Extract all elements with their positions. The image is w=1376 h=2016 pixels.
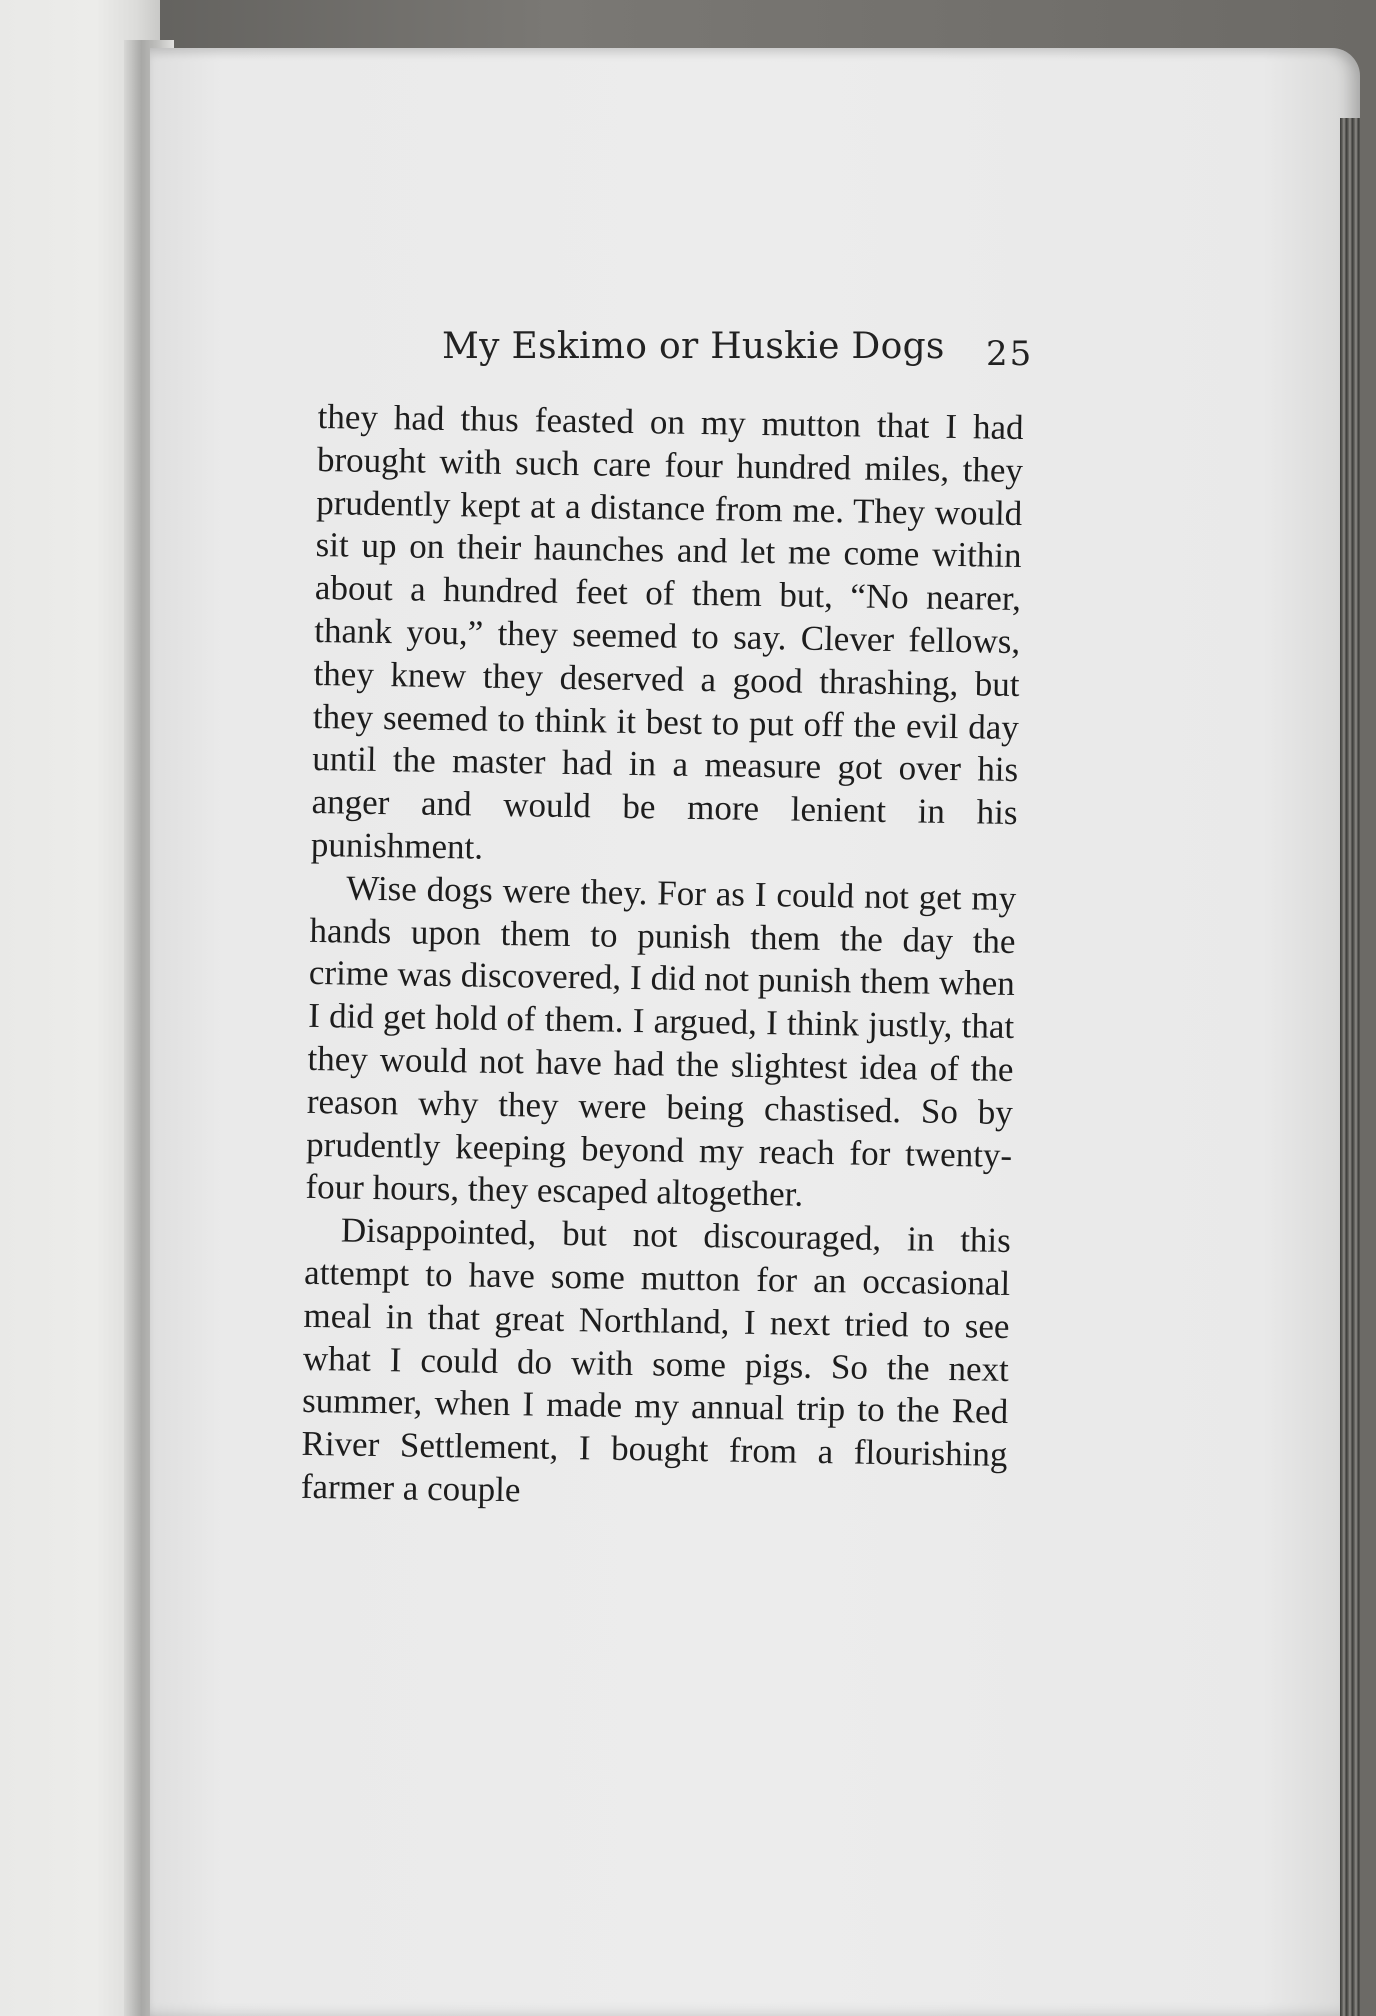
page-number: 25	[986, 334, 1034, 374]
paragraph-3: Disappointed, but not discouraged, in this attempt to have some mutton for an occasional meal in that great Northland, I next tried to see what I could do with some pigs. So the next summer, when I made my annual trip to the Red River Settlement, I bought from a flourishing farmer a couple	[300, 1210, 1012, 1510]
paragraph-2: Wise dogs were they. For as I could not get my hands upon them to punish them the day the crime was discovered, I did not punish them when I did get hold of them. I argued, I think justly, that they would not have had the slightest idea of the reason why they were being chastised. So by prudently keeping beyond my reach for twenty-four hours, they escaped altogether.	[305, 868, 1017, 1215]
body-text	[301, 396, 1024, 1520]
paragraph-1: they had thus feasted on my mutton that I had brought with such care four hundred miles, they prudently kept at a distance from me. They would sit up on their haunches and let me come within about a hundred feet of them but, “No nearer, thank you,” they seemed to say. Clever fellows, they knew they deserved a good thrashing, but they seemed to think it best to put off the evil day until the master had in a measure got over his anger and would be more lenient in his punishment.	[310, 396, 1024, 867]
running-head: My Eskimo or Huskie Dogs	[442, 326, 945, 367]
page-edge	[1340, 118, 1360, 2016]
